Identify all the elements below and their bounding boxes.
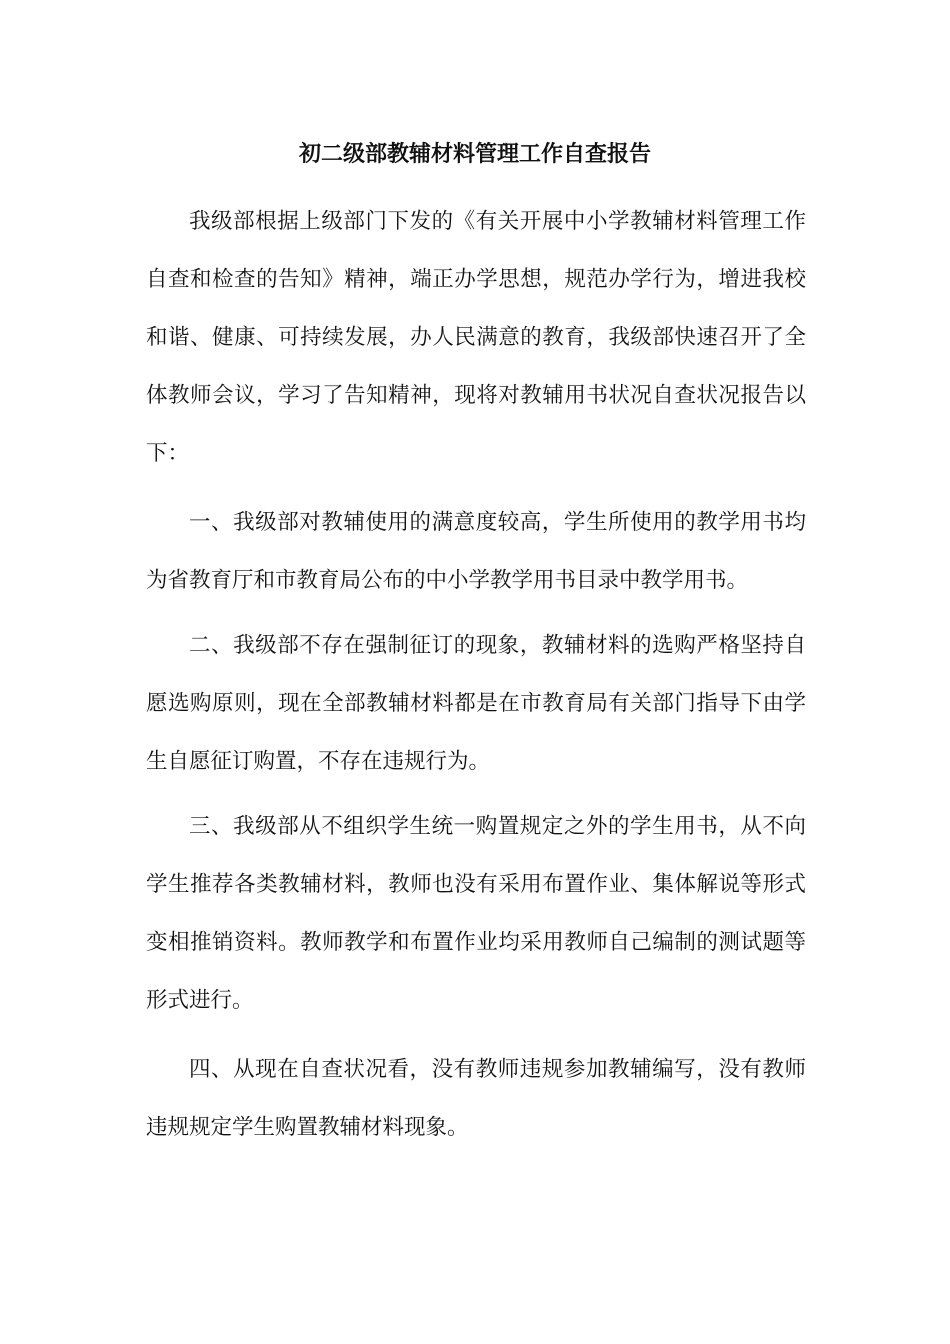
paragraph-item-4: 四、从现在自查状况看，没有教师违规参加教辅编写，没有教师违规规定学生购置教辅材料现象。 xyxy=(146,1057,806,1140)
paragraph-item-2: 二、我级部不存在强制征订的现象，教辅材料的选购严格坚持自愿选购原则，现在全部教辅材料都是在市教育局有关部门指导下由学生自愿征订购置，不存在违规行为。 xyxy=(146,633,806,774)
paragraph-item-3: 三、我级部从不组织学生统一购置规定之外的学生用书，从不向学生推荐各类教辅材料，教师也没有采用布置作业、集体解说等形式变相推销资料。教师教学和布置作业均采用教师自己编制的测试题等形式进行。 xyxy=(146,814,806,1013)
document-title: 初二级部教辅材料管理工作自查报告 xyxy=(298,141,651,167)
paragraph-item-1: 一、我级部对教辅使用的满意度较高，学生所使用的教学用书均为省教育厅和市教育局公布的中小学教学用书目录中教学用书。 xyxy=(146,510,806,593)
paragraph-intro: 我级部根据上级部门下发的《有关开展中小学教辅材料管理工作自查和检查的告知》精神，端正办学思想，规范办学行为，增进我校和谐、健康、可持续发展，办人民满意的教育，我级部快速召开了全体教师会议，学习了告知精神，现将对教辅用书状况自查状况报告以下： xyxy=(146,209,806,466)
